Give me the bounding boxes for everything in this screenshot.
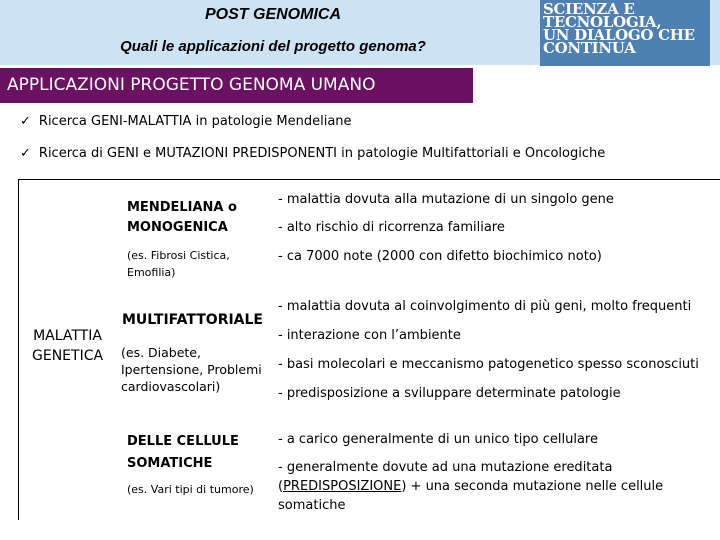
page-subtitle: Quali le applicazioni del progetto genoma? bbox=[120, 38, 426, 55]
page-title: POST GENOMICA bbox=[204, 6, 341, 23]
logo-line: TECNOLOGIA, bbox=[543, 13, 662, 31]
logo bbox=[540, 0, 710, 66]
bullet-text: Ricerca GENI-MALATTIA in patologie Mendeliane bbox=[38, 114, 352, 129]
somatiche-note: - generalmente dovute ad una mutazione ereditata (PREDISPOSIZIONE) + una seconda mutazione nelle cellule somatiche bbox=[278, 460, 664, 513]
mendeliana-example: (es. Fibrosi Cistica, Emofilia) bbox=[127, 249, 230, 279]
predisposizione-underlined: PREDISPOSIZIONE bbox=[283, 479, 402, 494]
mendeliana-note: - malattia dovuta alla mutazione di un singolo gene bbox=[278, 192, 614, 207]
multifattoriale-note: - malattia dovuta al coinvolgimento di più geni, molto frequenti bbox=[278, 299, 692, 314]
check-icon: ✓ bbox=[20, 146, 31, 161]
check-icon: ✓ bbox=[20, 114, 31, 129]
bullet-item bbox=[20, 146, 605, 161]
logo-line: UN DIALOGO CHE bbox=[543, 26, 695, 44]
logo-line: CONTINUA bbox=[543, 39, 636, 57]
bullet-item bbox=[20, 114, 352, 129]
somatiche-example: (es. Vari tipi di tumore) bbox=[127, 483, 254, 496]
multifattoriale-note: - interazione con l’ambiente bbox=[278, 328, 461, 343]
somatiche-note: - a carico generalmente di un unico tipo cellulare bbox=[278, 432, 598, 447]
mendeliana-title: MENDELIANA o MONOGENICA bbox=[127, 200, 237, 235]
logo-line: SCIENZA E bbox=[543, 0, 635, 18]
bullet-text: Ricerca di GENI e MUTAZIONI PREDISPONENTI in patologie Multifattoriali e Oncologiche bbox=[38, 146, 606, 161]
multifattoriale-note: - predisposizione a sviluppare determinate patologie bbox=[278, 386, 621, 401]
section-title: APPLICAZIONI PROGETTO GENOMA UMANO bbox=[0, 68, 473, 103]
mendeliana-note: - ca 7000 note (2000 con difetto biochimico noto) bbox=[278, 249, 602, 264]
mendeliana-note: - alto rischio di ricorrenza familiare bbox=[278, 220, 505, 235]
malattia-genetica-label: MALATTIA GENETICA bbox=[32, 328, 104, 364]
classification-table bbox=[18, 179, 720, 520]
multifattoriale-note: - basi molecolari e meccanismo patogenetico spesso sconosciuti bbox=[278, 357, 699, 372]
multifattoriale-title: MULTIFATTORIALE bbox=[122, 312, 263, 328]
somatiche-title: DELLE CELLULE SOMATICHE bbox=[127, 434, 239, 471]
multifattoriale-example: (es. Diabete, Ipertensione, Problemi cardiovascolari) bbox=[121, 345, 262, 394]
